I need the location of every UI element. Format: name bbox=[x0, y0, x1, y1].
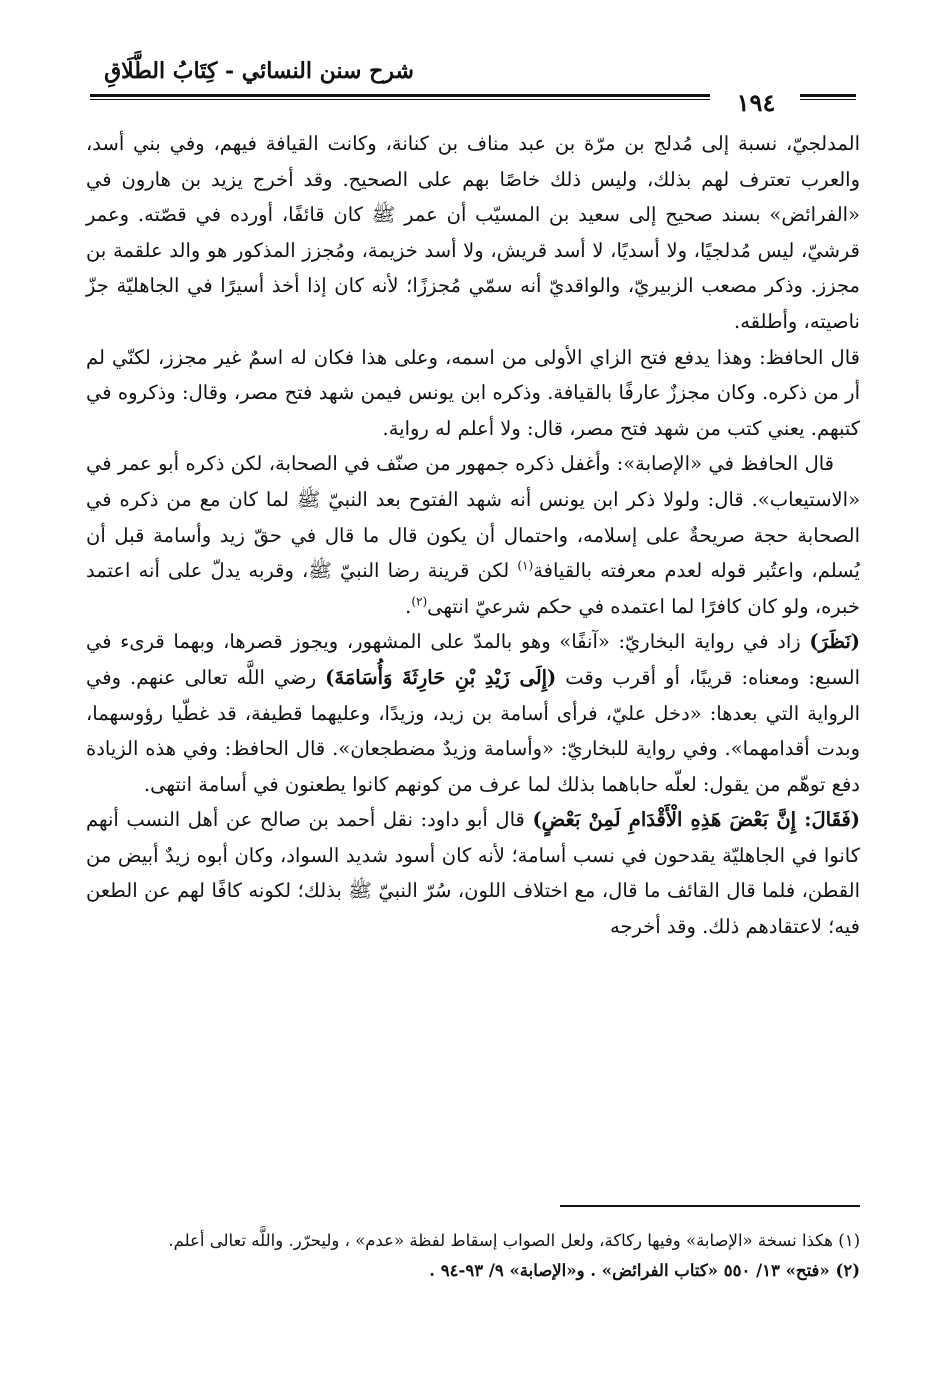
paragraph-4-text-b: رضي اللَّه تعالى عنهم. وفي الرواية التي بعدها: «دخل عليّ، فرأى أسامة بن زيد، وزيدًا، وعليهما قطيفة، قد غطّيا رؤوسهما، وبدت أقدامهما». وفي رواية للبخاريّ: «وأسامة وزيدٌ مضطجعان». قال الحافظ: وفي هذه الزيادة دفع توهّم من يقول: لعلّه حاباهما بذلك لما عرف من كونهم كانوا يطعنون في أسامة انتهى. bbox=[86, 665, 860, 796]
paragraph-1: المدلجيّ، نسبة إلى مُدلج بن مرّة بن عبد مناف بن كنانة، وكانت القيافة فيهم، وفي بني أسد، والعرب تعترف لهم بذلك، وليس ذلك خاصًا بهم على الصحيح. وقد أخرج يزيد بن هارون في «الفرائض» بسند صحيح إلى سعيد بن المسيّب أن عمر ﷺ كان قائفًا، أورده في قصّته. وعمر قرشيّ، ليس مُدلجيًا، ولا أسديًا، لا أسد قريش، ولا أسد خزيمة، ومُجزز المذكور هو والد علقمة بن مجزز. وذكر مصعب الزبيريّ، والواقديّ أنه سمّي مُجززًا؛ لأنه كان إذا أخذ أسيرًا في الجاهليّة جزّ ناصيته، وأطلقه. bbox=[86, 132, 860, 333]
paragraph-4-text-a: زاد في رواية البخاريّ: «آنفًا» وهو بالمدّ على المشهور، ويجوز قصرها، وبهما قرىء في السبع: ومعناه: قريبًا، أو أقرب وقت bbox=[86, 630, 860, 689]
paragraph-5-text: قال أبو داود: نقل أحمد بن صالح عن أهل النسب أنهم كانوا في الجاهليّة يقدحون في نسب أسامة؛ لأنه كان أسود شديد السواد، وكان أبوه زيدٌ أبيض من القطن، فلما قال القائف ما قال، مع اختلاف اللون، سُرّ النبيّ ﷺ بذلك؛ لكونه كافًا لهم عن الطعن فيه؛ لاعتقادهم ذلك. وقد أخرجه bbox=[86, 808, 860, 939]
footnotes bbox=[86, 1226, 860, 1286]
footnote-2: (٢) «فتح» ١٣/ ٥٥٠ «كتاب الفرائض» . و«الإصابة» ٩/ ٩٣-٩٤ . bbox=[429, 1261, 860, 1280]
paragraph-3-end: . bbox=[405, 594, 412, 618]
paragraph-3-tail: لكن قرينة رضا النبيّ ﷺ، وقربه يدلّ على أنه اعتمد خبره، ولو كان كافرًا لما اعتمده في حكم شرعيّ انتهى bbox=[86, 559, 860, 618]
page-number: ١٩٤ bbox=[736, 88, 776, 117]
running-title: شرح سنن النسائي - كِتَابُ الطَّلَاقِ bbox=[104, 58, 414, 84]
hadith-quote-zayd: (إِلَى زَيْدِ بْنِ حَارِثَةَ وَأُسَامَةَ) bbox=[325, 665, 557, 689]
page-number-rule bbox=[800, 94, 856, 100]
footnote-1: (١) هكذا نسخة «الإصابة» وفيها ركاكة، ولعل الصواب إسقاط لفظة «عدم» ، وليحرّر. واللَّه تعالى أعلم. bbox=[168, 1231, 860, 1250]
paragraph-2: قال الحافظ: وهذا يدفع فتح الزاي الأولى من اسمه، وعلى هذا فكان له اسمٌ غير مجزز، لكنّي لم أر من ذكره. وكان مجززٌ عارفًا بالقيافة. وذكره ابن يونس فيمن شهد فتح مصر، وقال: وذكروه في كتبهم. يعني كتب من شهد فتح مصر، قال: ولا أعلم له رواية. bbox=[86, 345, 860, 440]
hadith-quote-aqdam: (فَقَالَ: إِنَّ بَعْضَ هَذِهِ الْأَقْدَامِ لَمِنْ بَعْضٍ) bbox=[532, 808, 860, 832]
footnote-rule bbox=[560, 1205, 860, 1207]
header-rule bbox=[90, 94, 710, 100]
paragraph-4 bbox=[86, 624, 860, 802]
main-text bbox=[86, 126, 860, 945]
paragraph-3 bbox=[86, 446, 860, 624]
footnote-ref-2: (٢) bbox=[411, 594, 428, 609]
paragraph-5 bbox=[86, 802, 860, 944]
footnote-ref-1: (١) bbox=[517, 558, 534, 573]
paragraph-3-text: قال الحافظ في «الإصابة»: وأغفل ذكره جمهور من صنّف في الصحابة، لكن ذكره أبو عمر في «الاستيعاب». قال: ولولا ذكر ابن يونس أنه شهد الفتوح بعد النبيّ ﷺ لما كان مع من ذكره في الصحابة حجة صريحةٌ على إسلامه، واحتمال أن يكون قال ما قال في حقّ زيد وأسامة قبل أن يُسلم، واعتُبر قوله لعدم معرفته بالقيافة bbox=[86, 452, 860, 583]
hadith-quote-nazara: (نَظَرَ) bbox=[809, 630, 860, 654]
